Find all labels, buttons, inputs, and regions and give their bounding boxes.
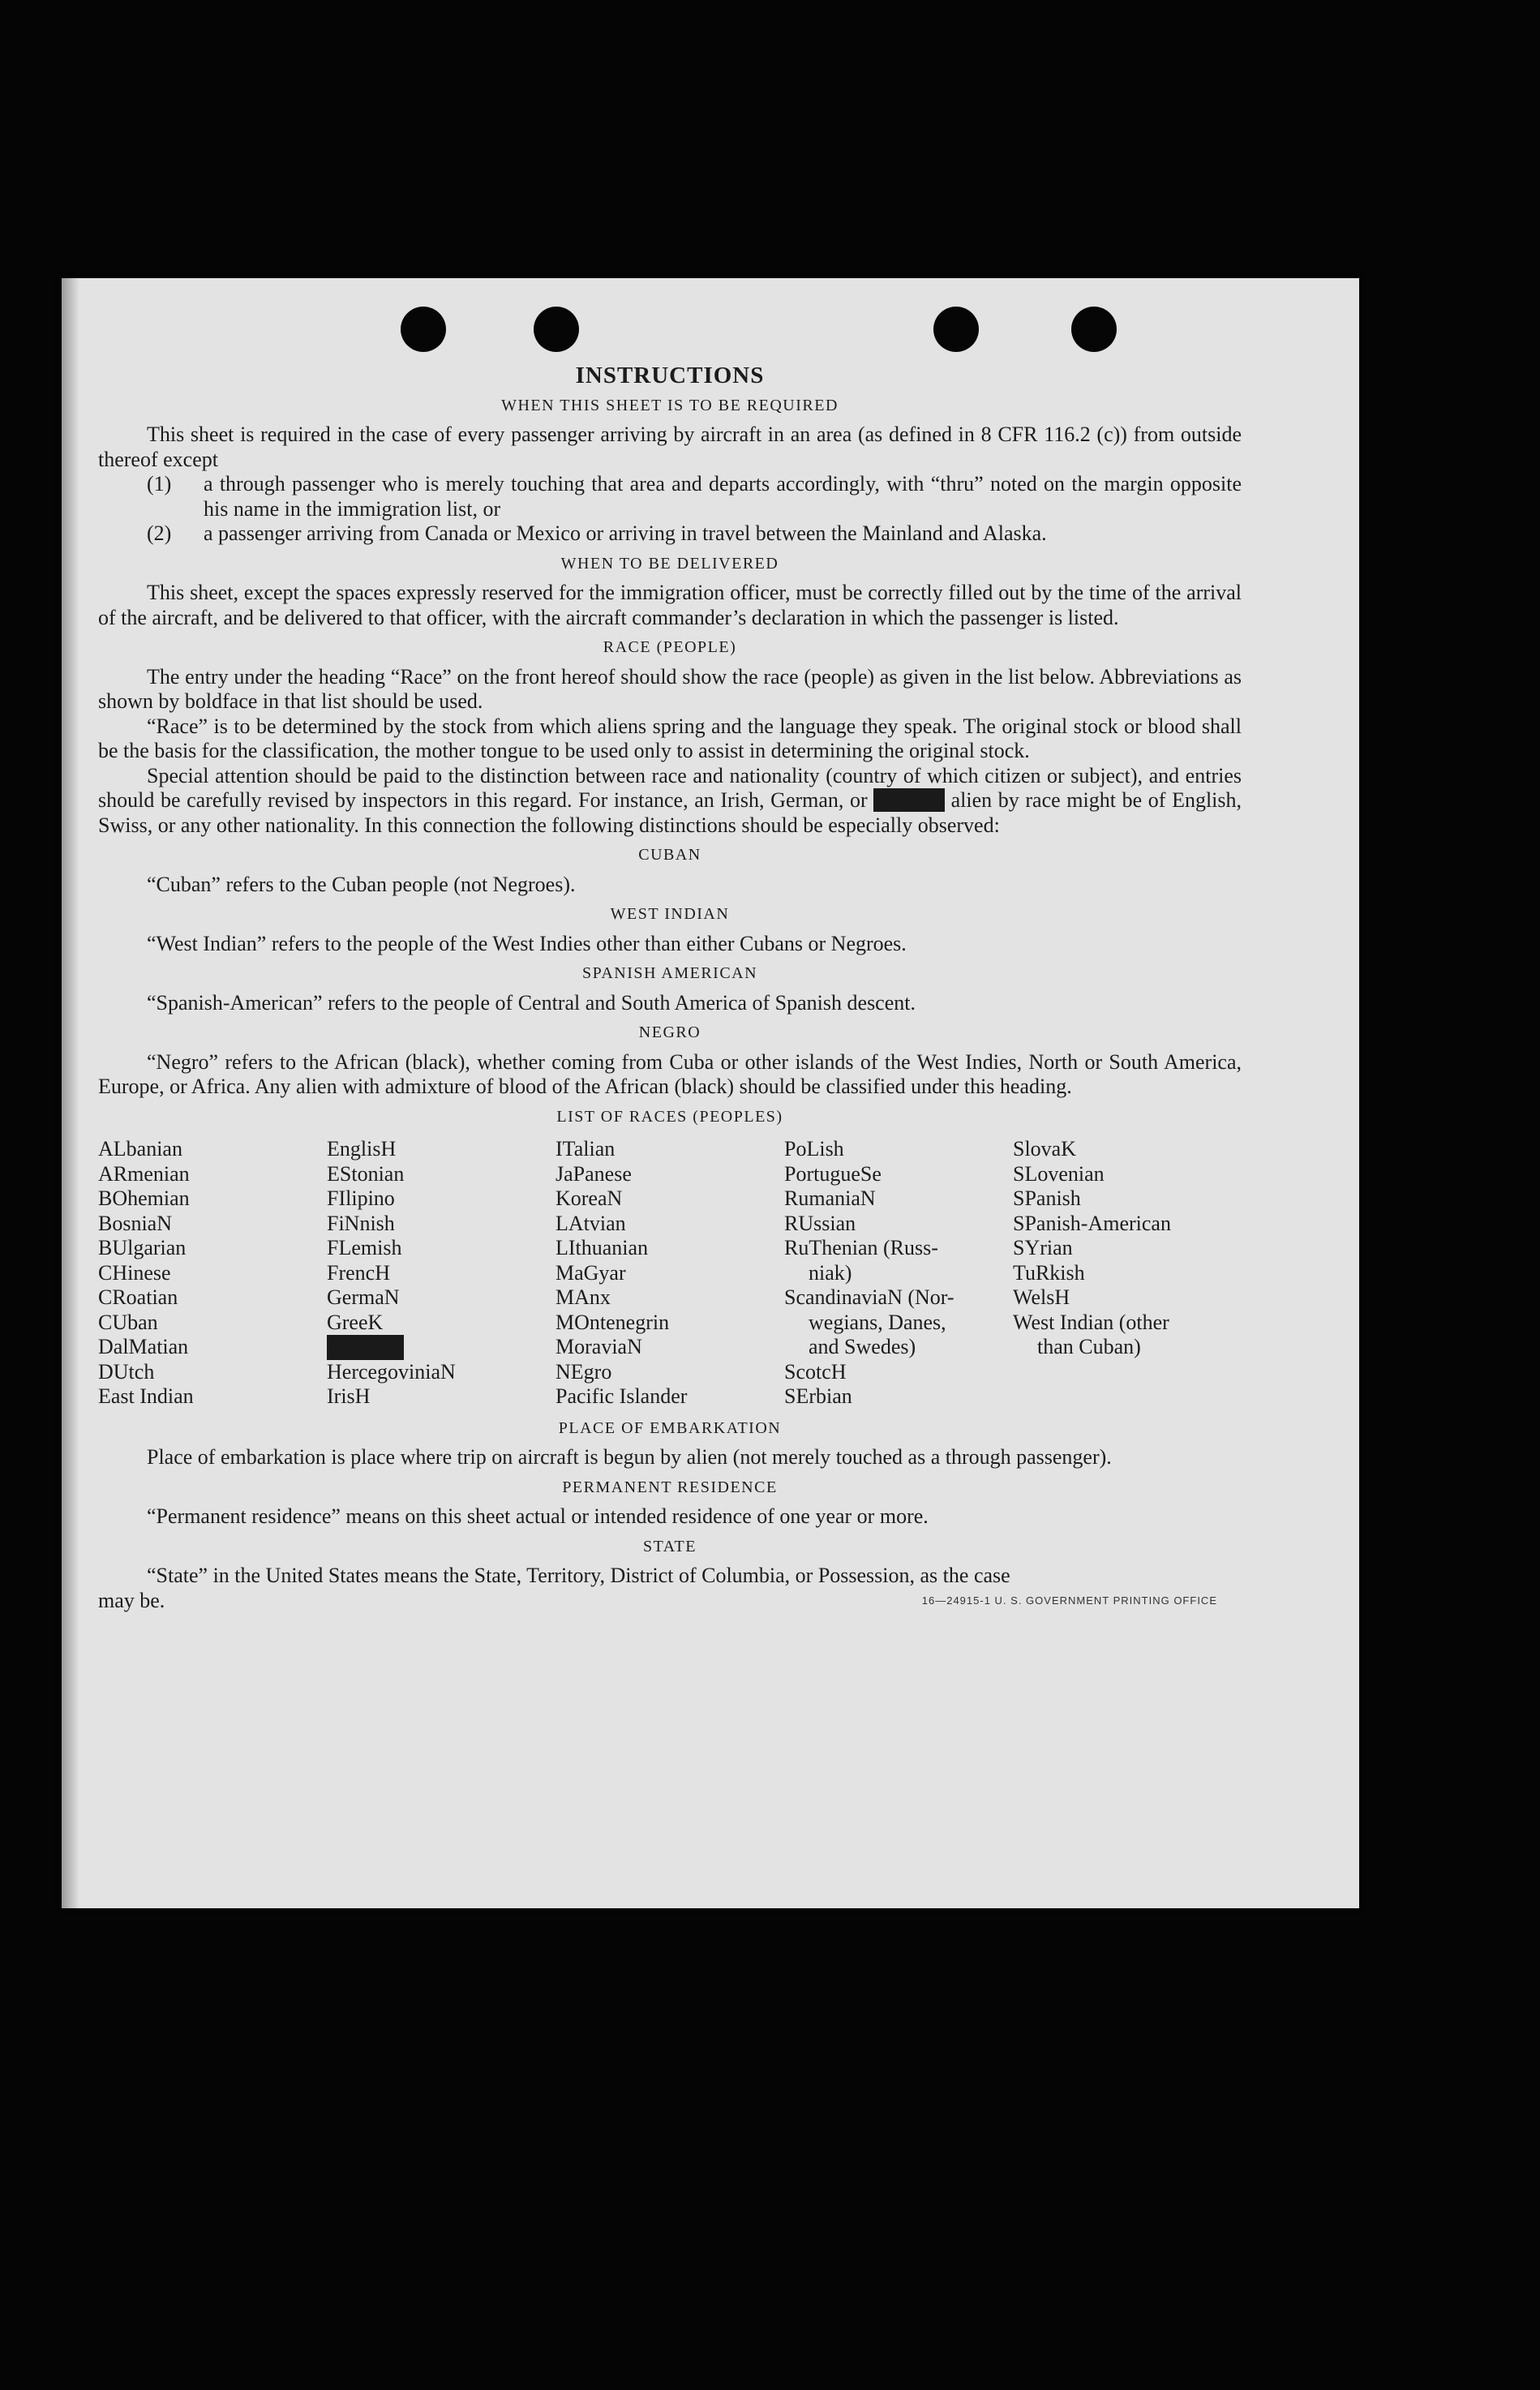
- heading-when-required: WHEN THIS SHEET IS TO BE REQUIRED: [501, 396, 839, 414]
- race-entry: FLemish: [327, 1236, 402, 1259]
- race-paragraph-1: The entry under the heading “Race” on the front hereof should show the race (people) as given in the list below. Abbreviations as shown by boldface in that list should be used.: [98, 664, 1242, 713]
- race-entry: JaPanese: [556, 1161, 632, 1186]
- race-entry: DUtch: [98, 1359, 155, 1384]
- race-entry: West Indian (other: [1013, 1310, 1169, 1334]
- page-title: INSTRUCTIONS: [575, 363, 765, 388]
- race-entry: NEgro: [556, 1359, 612, 1384]
- races-column-4: [784, 1137, 1013, 1410]
- race-entry: DalMatian: [98, 1335, 189, 1358]
- sheet-content: [98, 363, 1242, 1613]
- punch-hole: [1071, 307, 1117, 352]
- west-indian-text: “West Indian” refers to the people of the West Indies other than either Cubans or Negroes.: [147, 931, 907, 955]
- race-entry: BosniaN: [98, 1211, 172, 1235]
- punch-hole: [401, 307, 446, 352]
- race-entry: MaGyar: [556, 1260, 626, 1285]
- item-text: a passenger arriving from Canada or Mexico or arriving in travel between the Mainland and Alaska.: [204, 521, 1047, 545]
- race-entry: CUban: [98, 1310, 158, 1334]
- race-entry: and Swedes): [809, 1335, 916, 1358]
- race-entry: ARmenian: [98, 1161, 190, 1186]
- when-required-intro: This sheet is required in the case of every passenger arriving by aircraft in an area (as defined in 8 CFR 116.2 (c)) from outside thereof except: [98, 423, 1242, 471]
- race-entry: ScotcH: [784, 1359, 847, 1384]
- race-entry: HercegoviniaN: [327, 1359, 456, 1384]
- cuban-text: “Cuban” refers to the Cuban people (not Negroes).: [147, 872, 576, 896]
- residence-text: “Permanent residence” means on this sheet actual or intended residence of one year or more.: [147, 1504, 929, 1528]
- race-entry: BOhemian: [98, 1186, 190, 1210]
- race-entry: MOntenegrin: [556, 1310, 670, 1334]
- spanish-american-text: “Spanish-American” refers to the people of Central and South America of Spanish descent.: [147, 990, 916, 1015]
- race-entry: EStonian: [327, 1161, 405, 1186]
- race-entry: SErbian: [784, 1384, 852, 1408]
- race-entry: LIthuanian: [556, 1236, 649, 1259]
- exception-item: [147, 472, 1242, 521]
- race-entry: GreeK: [327, 1310, 384, 1334]
- race-entry: than Cuban): [1037, 1335, 1141, 1358]
- race-entry: BUlgarian: [98, 1236, 187, 1259]
- heading-west-indian: WEST INDIAN: [610, 905, 730, 923]
- negro-text: “Negro” refers to the African (black), whether coming from Cuba or other islands of the West Indies, North or South America, Europe, or Africa. Any alien with admixture of blood of the African (black) should be classified under this heading.: [98, 1049, 1242, 1098]
- race-entry: SLovenian: [1013, 1161, 1105, 1186]
- when-delivered-text: This sheet, except the spaces expressly reserved for the immigration officer, must be correctly filled out by the time of the arrival of the aircraft, and be delivered to that officer, with the aircraft commander’s declaration in which the passenger is listed.: [98, 581, 1242, 629]
- race-entry: GermaN: [327, 1285, 400, 1309]
- heading-state: STATE: [643, 1537, 697, 1555]
- race-entry: East Indian: [98, 1384, 194, 1408]
- race-entry: SlovaK: [1013, 1137, 1076, 1161]
- race-entry: niak): [809, 1260, 852, 1285]
- heading-cuban: CUBAN: [638, 846, 701, 864]
- race-entry: FrencH: [327, 1260, 390, 1285]
- race-entry: KoreaN: [556, 1186, 623, 1210]
- printing-code: 16—24915-1 U. S. GOVERNMENT PRINTING OFFICE: [921, 1594, 1217, 1607]
- race-entry: RUssian: [784, 1211, 856, 1235]
- race-entry: ALbanian: [98, 1137, 182, 1161]
- race-entry: RumaniaN: [784, 1186, 876, 1210]
- race-entry: WelsH: [1013, 1285, 1070, 1309]
- race-p3-after: alien by race might be of English, Swiss, or any other nationality. In this connection the following distinctions should be especially observed:: [98, 788, 1242, 837]
- state-text: “State” in the United States means the State, Territory, District of Columbia, or Possession, as the case: [147, 1564, 1010, 1587]
- race-entry: CRoatian: [98, 1285, 178, 1309]
- exception-item: [147, 521, 1242, 547]
- race-entry: MAnx: [556, 1285, 611, 1309]
- race-entry: CHinese: [98, 1260, 171, 1285]
- races-column-5: [1013, 1137, 1242, 1410]
- punch-hole: [534, 307, 579, 352]
- race-entry: FIlipino: [327, 1186, 395, 1210]
- race-entry: SPanish-American: [1013, 1211, 1171, 1235]
- race-p3-before: Special attention should be paid to the distinction between race and nationality (country of which citizen or subject), and entries should be carefully revised by inspectors in this regard. For instance, an Irish, German, or: [98, 763, 1242, 812]
- redacted-race: HebreW: [327, 1335, 404, 1358]
- race-entry: MoraviaN: [556, 1335, 642, 1358]
- punch-hole: [933, 307, 979, 352]
- instruction-sheet: [62, 278, 1359, 1908]
- item-text: a through passenger who is merely touching that area and departs accordingly, with “thru” noted on the margin opposite his name in the immigration list, or: [204, 472, 1242, 521]
- race-paragraph-2: “Race” is to be determined by the stock from which aliens spring and the language they speak. The original stock or blood shall be the basis for the classification, the mother tongue to be used only to assist in determining the original stock.: [98, 714, 1242, 762]
- races-column-1: [98, 1137, 327, 1410]
- heading-spanish-american: SPANISH AMERICAN: [581, 964, 758, 982]
- footer: [98, 1589, 1242, 1614]
- races-list: [98, 1137, 1242, 1410]
- race-entry: TuRkish: [1013, 1260, 1085, 1285]
- heading-negro: NEGRO: [638, 1023, 701, 1041]
- race-entry: PoLish: [784, 1137, 844, 1161]
- race-entry: LAtvian: [556, 1211, 626, 1235]
- redacted-word: Hebrew: [873, 788, 945, 812]
- race-entry: wegians, Danes,: [809, 1310, 946, 1334]
- race-entry: EnglisH: [327, 1137, 397, 1161]
- embarkation-text: Place of embarkation is place where trip on aircraft is begun by alien (not merely touched as a through passenger).: [147, 1445, 1112, 1469]
- race-entry: IrisH: [327, 1384, 371, 1408]
- races-column-3: [556, 1137, 784, 1410]
- heading-list-of-races: LIST OF RACES (PEOPLES): [556, 1107, 783, 1126]
- race-entry: Pacific Islander: [556, 1384, 688, 1408]
- heading-permanent-residence: PERMANENT RESIDENCE: [562, 1478, 778, 1496]
- item-number: (1): [147, 472, 172, 496]
- race-entry: ITalian: [556, 1137, 616, 1161]
- race-entry: SPanish: [1013, 1186, 1081, 1210]
- heading-race: RACE (PEOPLE): [603, 638, 737, 656]
- heading-when-delivered: WHEN TO BE DELIVERED: [560, 554, 779, 573]
- item-number: (2): [147, 521, 172, 545]
- heading-embarkation: PLACE OF EMBARKATION: [558, 1418, 782, 1437]
- race-entry: SYrian: [1013, 1236, 1073, 1259]
- race-entry: ScandinaviaN (Nor-: [784, 1285, 954, 1309]
- race-entry: FiNnish: [327, 1211, 395, 1235]
- race-entry: PortugueSe: [784, 1161, 882, 1186]
- races-column-2: [327, 1137, 556, 1410]
- race-entry: RuThenian (Russ-: [784, 1236, 938, 1259]
- race-paragraph-3: [98, 764, 1242, 839]
- state-text-end: may be.: [98, 1588, 165, 1612]
